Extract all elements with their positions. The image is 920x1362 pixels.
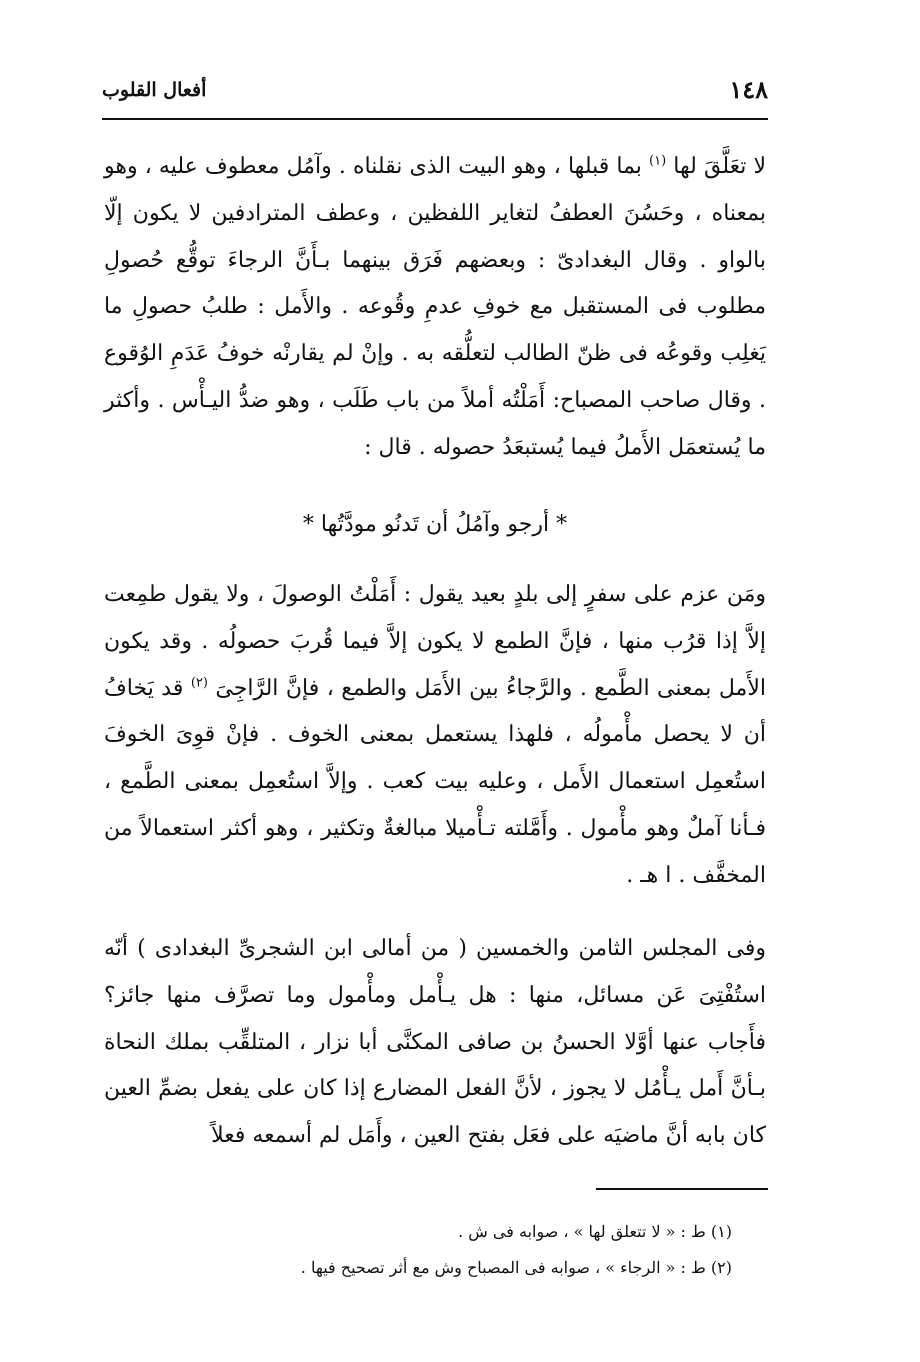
footnotes [104,1214,732,1286]
paragraph-1-text-a: لا تعَلَّقَ لها [666,154,766,179]
page-number: ١٤٨ [729,75,768,104]
paragraph-3: وفى المجلس الثامن والخمسين ( من أمالى ابن الشجرىِّ البغدادى ) أنّه استُفْتِىَ عَن مسائل، منها : هل يـأْمل ومأْمول وما تصرَّف منها جائز؟ فأَجاب عنها أوَّلا الحسنُ بن صافى المكنَّى أبا نزار ، المتلقِّب بملك النحاة بـأنَّ أَمل يـأْمُل لا يجوز ، لأنَّ الفعل المضارع إذا كان على يفعل بضمِّ العين كان بابه أنَّ ماضيَه على فعَل بفتح العين ، وأَمَل لم أسمعه فعلاً [104,936,766,1149]
page-header [102,66,768,118]
paragraph-1-text-b: بما قبلها ، وهو البيت الذى نقلناه . وآمُل معطوف عليه ، وهو بمعناه ، وحَسُنَ العطفُ لتغاير اللفظين ، وعطف المترادفين لا يكون إلّا بالواو . وقال البغدادىّ : وبعضهم فَرَق بينهما بـأَنَّ الرجاءَ توقُّع حُصولِ مطلوب فى المستقبل مع خوفِ عدمِ وقُوعه . والأَمل : طلبُ حصولِ ما يَغلِب وقوعُه فى ظنّ الطالب لتعلُّقه به . وإنْ لم يقارنْه خوفُ عَدَمِ الوُقوع . وقال صاحب المصباح: أَمَلْتُه أملاً من باب طَلَب ، وهو ضدُّ اليـأْس . وأكثر ما يُستعمَل الأَملُ فيما يُستبعَدُ حصوله . قال : [104,154,766,460]
running-title: أفعال القلوب [102,79,207,101]
paragraph-1 [104,144,766,472]
paragraph-2-text-b: قد يَخافُ أن لا يحصل مأْمولُه ، فلهذا يستعمل بمعنى الخوف . فإنْ قوِىَ الخوفَ استُعمِل استعمال الأَمل ، وعليه بيت كعب . وإلاَّ استُعمِل بمعنى الطَّمع ، فـأنا آملٌ وهو مأْمول . وأَمَّلته تـأْميلا مبالغةٌ وتكثير ، وهو أكثر استعمالاً من المخفَّف . ا هـ . [104,675,766,888]
footnote-ref-2: (٢) [190,675,208,691]
footnote-ref-1: (١) [649,153,667,169]
paragraph-2-text-a: ومَن عزم على سفرٍ إلى بلدٍ بعيد يقول : أَمَلْتُ الوصولَ ، ولا يقول طمِعت إلاَّ إذا قرُب منها ، فإنَّ الطمع لا يكون إلاَّ فيما قُربَ حصولُه . وقد يكون الأَمل بمعنى الطَّمع . والرَّجاءُ بين الأَمَل والطمع ، فإنَّ الرَّاجِىَ [104,582,766,701]
footnote-2: (٢) ط : « الرجاء » ، صوابه فى المصباح وش مع أثر تصحيح فيها . [300,1258,732,1277]
header-rule [102,118,768,120]
paragraph-2 [104,572,766,900]
footnote-rule [596,1188,768,1190]
poetry-verse: * أرجو وآمُلُ أن تَدنُو مودَّتُها * [302,512,568,537]
footnote-1: (١) ط : « لا تتعلق لها » ، صوابه فى ش . [458,1222,732,1241]
